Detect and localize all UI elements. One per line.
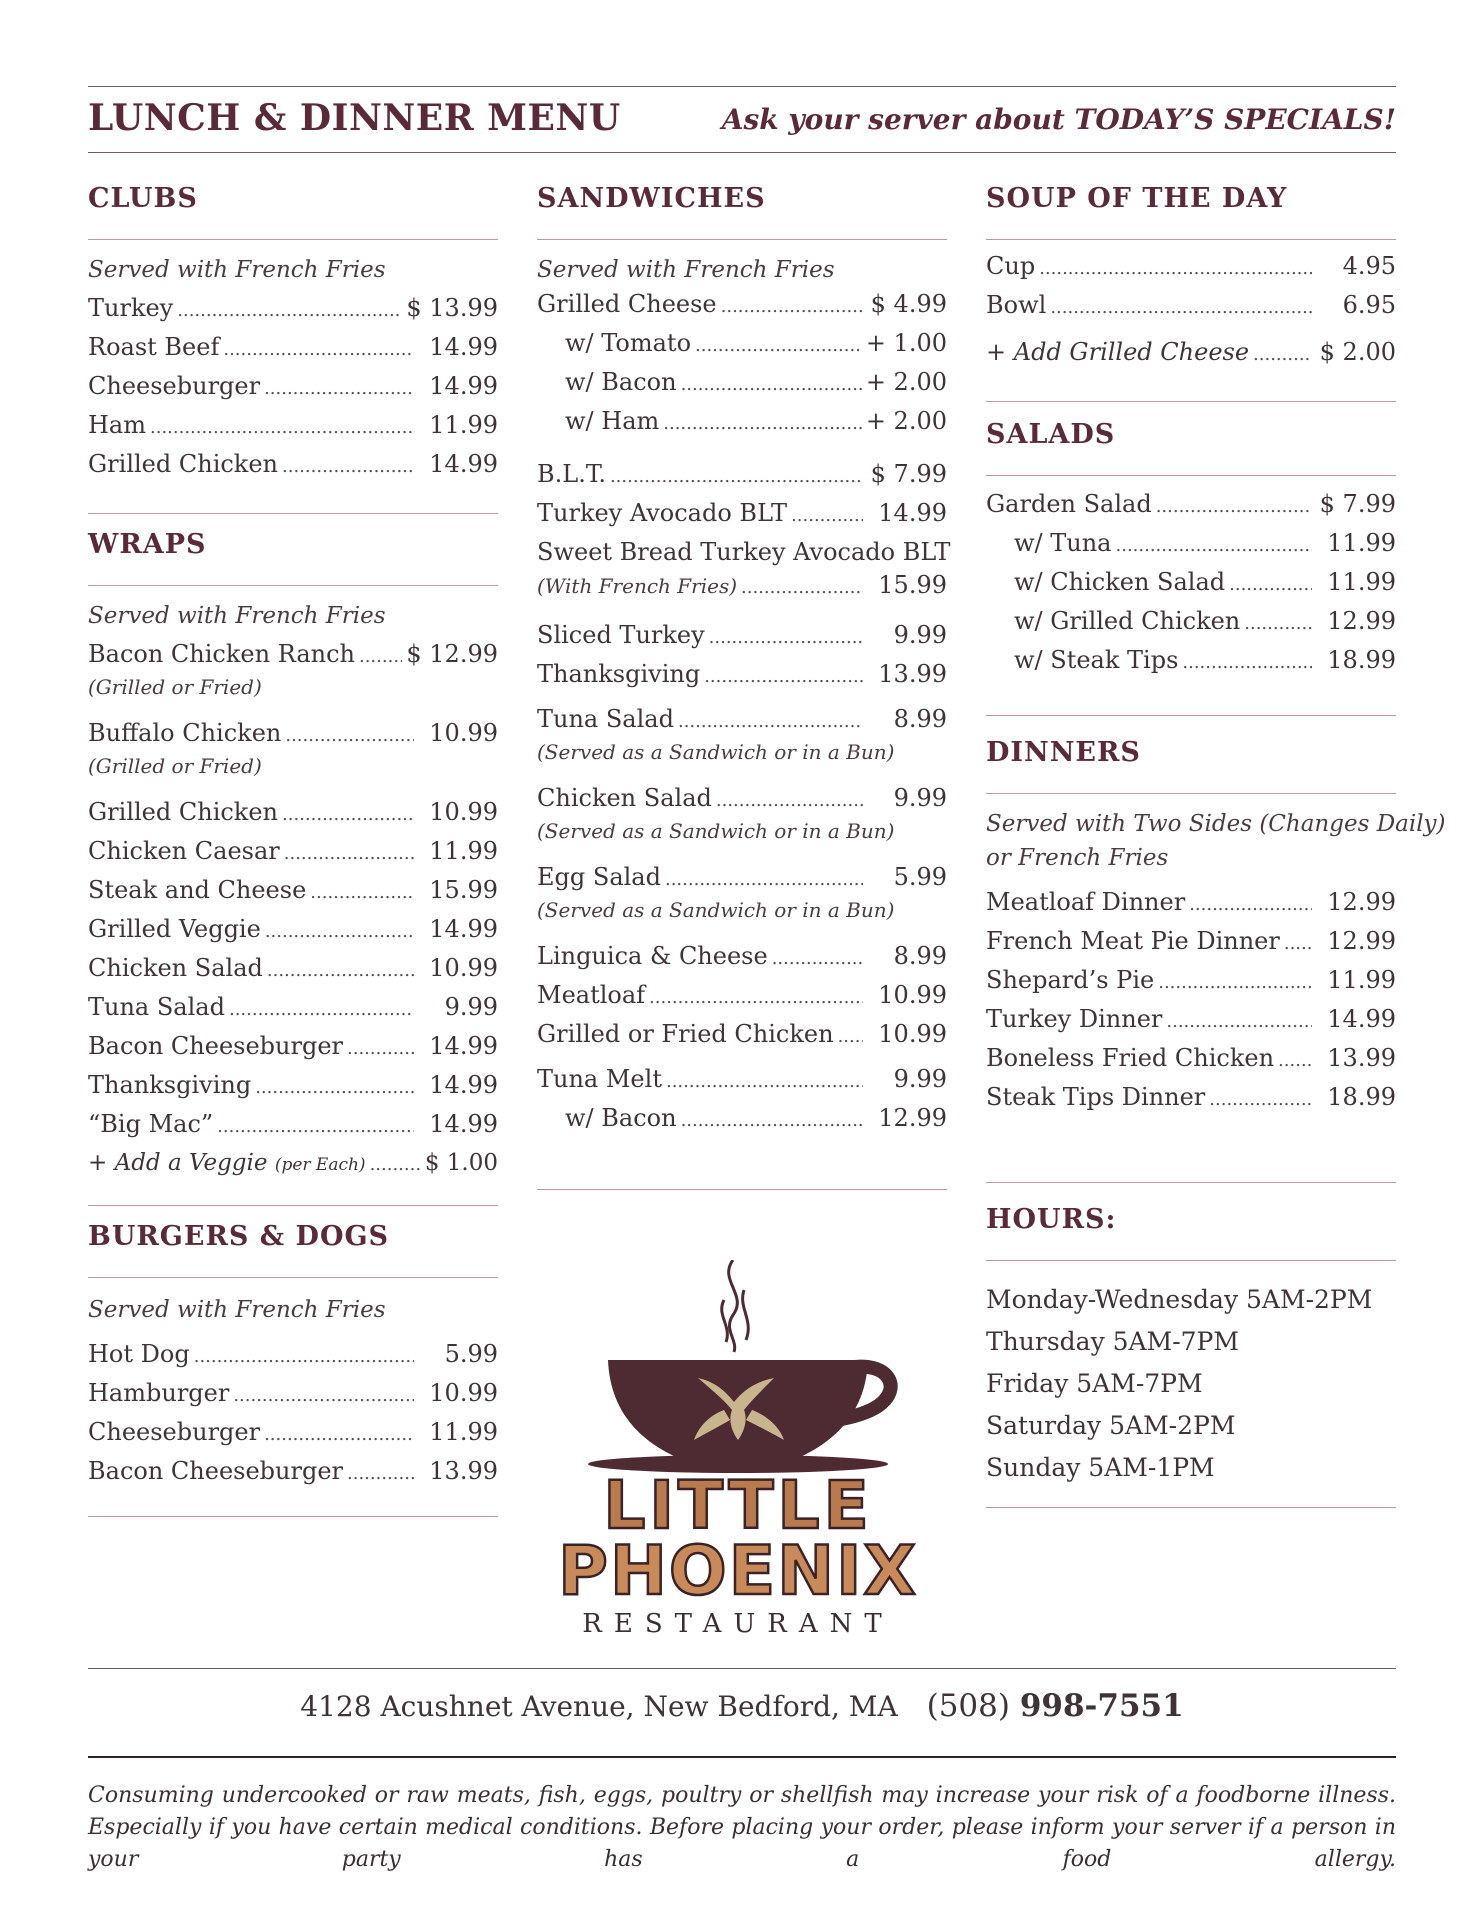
- item-name: w/ Steak Tips: [1014, 646, 1179, 674]
- leader-dots: [772, 941, 863, 977]
- leader-dots: [233, 1378, 414, 1414]
- item-price: 8.99: [893, 942, 947, 970]
- item-price: 10.99: [429, 719, 498, 747]
- leader-dots: [1278, 1043, 1312, 1079]
- item-name: Bacon Cheeseburger: [88, 1457, 343, 1485]
- clubs-list: [88, 290, 498, 485]
- logo-phoenix-text: PHOENIX: [558, 1532, 918, 1611]
- wraps-list: [88, 636, 498, 1145]
- leader-dots: [284, 836, 414, 872]
- item-name: “Big Mac”: [88, 1110, 214, 1138]
- item-price: 10.99: [429, 954, 498, 982]
- item-name: Grilled Cheese: [537, 290, 717, 318]
- item-price: 14.99: [429, 1032, 498, 1060]
- item-price: 15.99: [429, 876, 498, 904]
- leader-dots: [282, 449, 414, 485]
- phone-digits: 998-7551: [1019, 1688, 1184, 1724]
- item-name: Ham: [88, 411, 146, 439]
- phone-number[interactable]: [927, 1688, 1184, 1724]
- item-price: 14.99: [429, 450, 498, 478]
- soup-list: [986, 248, 1396, 326]
- spacer: [537, 924, 947, 938]
- grilled-cheese-group: [537, 286, 947, 442]
- menu-item: [88, 872, 498, 911]
- menu-item: [986, 923, 1396, 962]
- soup-addon-price: $ 2.00: [1319, 338, 1396, 366]
- menu-title: LUNCH & DINNER MENU: [88, 97, 621, 139]
- item-name: Hamburger: [88, 1379, 230, 1407]
- menu-item: [88, 407, 498, 446]
- leader-dots: [285, 718, 414, 754]
- leader-dots: [217, 1109, 414, 1145]
- item-price: + 1.00: [865, 329, 947, 357]
- leader-dots: [610, 459, 863, 495]
- item-price: 11.99: [1327, 529, 1396, 557]
- salads-list: [986, 486, 1396, 681]
- item-name: Linguica & Cheese: [537, 942, 768, 970]
- item-name: Egg Salad: [537, 863, 661, 891]
- menu-item: [537, 977, 947, 1016]
- dinners-subtitle-2: or French Fries: [986, 845, 1169, 871]
- addon-name: + Add a Veggie (per Each): [88, 1150, 366, 1176]
- leader-dots: [681, 367, 862, 403]
- leader-dots: [716, 783, 863, 819]
- sliced-group: [537, 617, 947, 695]
- menu-item: [537, 1061, 947, 1100]
- item-name: Boneless Fried Chicken: [986, 1044, 1275, 1072]
- item-price: $ 7.99: [870, 460, 947, 488]
- leader-dots: [1189, 887, 1312, 923]
- hours-rule: [986, 1260, 1396, 1261]
- soup-rule: [986, 239, 1396, 240]
- leader-dots: [194, 1339, 414, 1375]
- leader-dots: [666, 1064, 863, 1100]
- leader-dots: [663, 406, 862, 442]
- leader-dots: [1156, 489, 1312, 525]
- item-price: 18.99: [1327, 646, 1396, 674]
- menu-item: [986, 564, 1396, 603]
- item-name: B.L.T.: [537, 460, 606, 488]
- item-note: (With French Fries): [537, 574, 738, 598]
- sandwiches-rule: [537, 239, 947, 240]
- leader-dots: [695, 328, 862, 364]
- item-name: French Meat Pie Dinner: [986, 927, 1280, 955]
- dinners-list: [986, 884, 1396, 1118]
- burgers-bottom-rule: [88, 1516, 498, 1517]
- item-name: Tuna Salad: [537, 705, 674, 733]
- leader-dots: [1166, 1004, 1312, 1040]
- menu-item: [88, 636, 498, 675]
- leader-dots: [709, 620, 863, 656]
- leader-dots: [150, 410, 414, 446]
- dinners-subtitle: Served with Two Sides (Changes Daily): [986, 811, 1446, 837]
- item-name: w/ Ham: [565, 407, 660, 435]
- dinners-rule: [986, 793, 1396, 794]
- leader-dots: [704, 659, 863, 695]
- leader-dots: [347, 1456, 414, 1492]
- item-price: + 2.00: [865, 407, 947, 435]
- leader-dots: [649, 980, 863, 1016]
- menu-item: [88, 950, 498, 989]
- menu-item: [88, 1414, 498, 1453]
- menu-item: [537, 456, 947, 495]
- item-name: Cheeseburger: [88, 372, 261, 400]
- header-top-rule: [88, 86, 1396, 87]
- menu-item: [537, 325, 947, 364]
- clubs-rule: [88, 239, 498, 240]
- menu-item: [88, 911, 498, 950]
- item-name: Turkey Avocado BLT: [537, 499, 788, 527]
- item-name: w/ Bacon: [565, 1104, 677, 1132]
- item-name: Meatloaf Dinner: [986, 888, 1186, 916]
- item-name: Chicken Caesar: [88, 837, 280, 865]
- spacer: [88, 701, 498, 715]
- leader-dots: [1244, 606, 1312, 642]
- item-name: Buffalo Chicken: [88, 719, 282, 747]
- item-name: Hot Dog: [88, 1340, 190, 1368]
- menu-item: [88, 1106, 498, 1145]
- sweet-bread-item: [537, 534, 951, 603]
- column-left: [88, 182, 498, 1517]
- soup-title: SOUP OF THE DAY: [986, 183, 1288, 214]
- menu-item: [537, 286, 947, 325]
- leader-dots: [1050, 290, 1312, 326]
- spacer: [537, 845, 947, 859]
- menu-item: [88, 833, 498, 872]
- menu-item: [88, 1067, 498, 1106]
- leader-dots: [282, 797, 414, 833]
- logo-restaurant-text: RESTAURANT: [582, 1609, 894, 1639]
- menu-item: [537, 1100, 947, 1139]
- sandwiches-title: SANDWICHES: [537, 183, 766, 214]
- burgers-rule: [88, 1277, 498, 1278]
- item-price: 13.99: [878, 660, 947, 688]
- item-name: Thanksgiving: [88, 1071, 252, 1099]
- item-note: (Grilled or Fried): [88, 675, 262, 699]
- leader-dots: [255, 1070, 414, 1106]
- address-line: [0, 1686, 1484, 1727]
- specials-tagline: Ask your server about TODAY’S SPECIALS!: [721, 103, 1396, 136]
- clubs-subtitle: Served with French Fries: [88, 257, 386, 283]
- burgers-section: [88, 1220, 498, 1492]
- item-name: Turkey Dinner: [986, 1005, 1163, 1033]
- menu-item: [88, 715, 498, 754]
- item-price: $ 12.99: [406, 640, 498, 668]
- salad-sandwich-group: [537, 701, 947, 938]
- menu-item: [88, 290, 498, 329]
- wraps-top-rule: [88, 513, 498, 514]
- burgers-subtitle: Served with French Fries: [88, 1297, 386, 1323]
- item-name: w/ Grilled Chicken: [1014, 607, 1241, 635]
- sweet-bread-note-row: [537, 570, 947, 603]
- item-name: Meatloaf: [537, 981, 646, 1009]
- leader-dots: [1229, 567, 1312, 603]
- sandwiches-subtitle: Served with French Fries: [537, 257, 835, 283]
- wraps-addon-row: [88, 1145, 498, 1183]
- item-name: Grilled Chicken: [88, 798, 279, 826]
- item-price: 11.99: [429, 1418, 498, 1446]
- menu-item: [537, 534, 951, 570]
- item-note: (Served as a Sandwich or in a Bun): [537, 740, 895, 764]
- item-price: 14.99: [429, 1110, 498, 1138]
- item-name: Steak and Cheese: [88, 876, 307, 904]
- item-price: 11.99: [429, 837, 498, 865]
- dinners-title: DINNERS: [986, 737, 1141, 768]
- menu-item: [986, 603, 1396, 642]
- item-price: 8.99: [893, 705, 947, 733]
- menu-item: [537, 656, 947, 695]
- hours-top-rule: [986, 1182, 1396, 1183]
- item-price: 14.99: [429, 1071, 498, 1099]
- leader-dots: [359, 639, 402, 675]
- item-price: $ 7.99: [1319, 490, 1396, 518]
- header-bottom-rule: [88, 152, 1396, 153]
- leader-dots: [347, 1031, 414, 1067]
- street-address: 4128 Acushnet Avenue, New Bedford, MA: [300, 1690, 898, 1723]
- item-name: Thanksgiving: [537, 660, 701, 688]
- menu-item: [537, 859, 947, 898]
- leader-dots: [721, 289, 863, 325]
- menu-item: [986, 525, 1396, 564]
- leader-dots: [838, 1019, 863, 1055]
- hours-line: Monday-Wednesday 5AM-2PM: [986, 1285, 1373, 1314]
- menu-item: [986, 486, 1396, 525]
- item-price: 12.99: [878, 1104, 947, 1132]
- column-right: [986, 182, 1446, 1508]
- item-name: w/ Tuna: [1014, 529, 1112, 557]
- menu-item: [986, 1079, 1396, 1118]
- leader-dots: [1253, 337, 1312, 373]
- hours-line: Saturday 5AM-2PM: [986, 1411, 1236, 1440]
- item-price: 18.99: [1327, 1083, 1396, 1111]
- item-name: Cup: [986, 252, 1036, 280]
- item-price: 12.99: [1327, 927, 1396, 955]
- item-price: 9.99: [893, 1065, 947, 1093]
- item-name: Grilled Veggie: [88, 915, 261, 943]
- item-price: 12.99: [1327, 607, 1396, 635]
- menu-item: [537, 1016, 947, 1055]
- item-price: 14.99: [1327, 1005, 1396, 1033]
- item-price: 15.99: [878, 571, 947, 599]
- menu-item: [537, 701, 947, 740]
- menu-item: [88, 989, 498, 1028]
- item-name: Garden Salad: [986, 490, 1152, 518]
- leader-dots: [791, 498, 863, 534]
- spacer: [537, 766, 947, 780]
- burgers-list: [88, 1336, 498, 1492]
- item-price: 4.95: [1342, 252, 1396, 280]
- menu-item: [88, 1028, 498, 1067]
- menu-item: [537, 617, 947, 656]
- soup-addon-name: + Add Grilled Cheese: [986, 338, 1250, 366]
- item-name: w/ Tomato: [565, 329, 692, 357]
- menu-item: [537, 364, 947, 403]
- wraps-title: WRAPS: [88, 529, 207, 560]
- little-phoenix-logo: [548, 1260, 928, 1640]
- item-name: Turkey: [88, 294, 174, 322]
- leader-dots: [681, 1103, 863, 1139]
- hours-bottom-rule: [986, 1507, 1396, 1508]
- item-price: $ 13.99: [406, 294, 498, 322]
- leader-dots: [1182, 645, 1312, 681]
- logo-little-text: LITTLE: [603, 1467, 873, 1544]
- item-price: 10.99: [429, 1379, 498, 1407]
- item-name: Steak Tips Dinner: [986, 1083, 1206, 1111]
- item-price: 5.99: [893, 863, 947, 891]
- item-name: Bacon Cheeseburger: [88, 1032, 343, 1060]
- blt-group: [537, 456, 947, 534]
- item-price: 11.99: [429, 411, 498, 439]
- item-price: 13.99: [1327, 1044, 1396, 1072]
- item-price: 12.99: [1327, 888, 1396, 916]
- item-price: 14.99: [429, 372, 498, 400]
- leader-dots: [1039, 251, 1312, 287]
- item-name: Chicken Salad: [88, 954, 263, 982]
- menu-item: [88, 368, 498, 407]
- melt-group: [537, 1061, 947, 1139]
- leader-dots: [229, 992, 414, 1028]
- item-name: Chicken Salad: [537, 784, 712, 812]
- item-name: Cheeseburger: [88, 1418, 261, 1446]
- menu-item: [986, 287, 1396, 326]
- leader-dots: [177, 293, 402, 329]
- item-price: 11.99: [1327, 568, 1396, 596]
- burgers-title: BURGERS & DOGS: [88, 1221, 390, 1252]
- item-note: (Grilled or Fried): [88, 754, 262, 778]
- item-price: 14.99: [429, 333, 498, 361]
- item-price: 14.99: [429, 915, 498, 943]
- clubs-section: [88, 182, 498, 485]
- footer-bottom-rule: [88, 1756, 1396, 1758]
- menu-item: [986, 1040, 1396, 1079]
- menu-item: [986, 884, 1396, 923]
- menu-item: [88, 446, 498, 485]
- hours-line: Friday 5AM-7PM: [986, 1369, 1203, 1398]
- misc-sandwich-group: [537, 938, 947, 1055]
- menu-item: [986, 1001, 1396, 1040]
- menu-item: [537, 938, 947, 977]
- steam-icon: [722, 1260, 749, 1352]
- item-name: Grilled or Fried Chicken: [537, 1020, 834, 1048]
- menu-item: [88, 1336, 498, 1375]
- clubs-title: CLUBS: [88, 183, 198, 214]
- item-price: 13.99: [429, 1457, 498, 1485]
- sandwiches-bottom-rule: [537, 1189, 947, 1190]
- item-price: 6.95: [1342, 291, 1396, 319]
- item-name: w/ Chicken Salad: [1014, 568, 1226, 596]
- item-name: Bowl: [986, 291, 1047, 319]
- addon-per: (per Each): [274, 1155, 366, 1175]
- item-name: Tuna Melt: [537, 1065, 662, 1093]
- hours-line: Thursday 5AM-7PM: [986, 1327, 1239, 1356]
- menu-item: [986, 248, 1396, 287]
- item-name: Shepard’s Pie: [986, 966, 1155, 994]
- menu-item: [88, 329, 498, 368]
- item-name: Sliced Turkey: [537, 621, 705, 649]
- menu-item: [537, 495, 947, 534]
- menu-item: [88, 1453, 498, 1492]
- leader-dots: [267, 953, 414, 989]
- menu-item: [986, 962, 1396, 1001]
- item-name: w/ Bacon: [565, 368, 677, 396]
- salads-title: SALADS: [986, 419, 1116, 450]
- item-price: 5.99: [444, 1340, 498, 1368]
- leader-dots: [264, 1417, 414, 1453]
- hours-list: [986, 1279, 1396, 1489]
- leader-dots: [741, 573, 863, 603]
- leader-dots: [1284, 926, 1312, 962]
- leader-dots: [264, 371, 414, 407]
- leader-dots: [1116, 528, 1313, 564]
- item-name: Tuna Salad: [88, 993, 225, 1021]
- leader-dots: [310, 875, 414, 911]
- item-price: 9.99: [444, 993, 498, 1021]
- menu-item: [537, 403, 947, 442]
- item-price: 14.99: [878, 499, 947, 527]
- item-price: 9.99: [893, 784, 947, 812]
- item-note: (Served as a Sandwich or in a Bun): [537, 819, 895, 843]
- wraps-subtitle: Served with French Fries: [88, 603, 386, 629]
- menu-item: [88, 1375, 498, 1414]
- leader-dots: [665, 862, 863, 898]
- item-name: Grilled Chicken: [88, 450, 279, 478]
- wraps-rule: [88, 585, 498, 586]
- menu-item: [986, 642, 1396, 681]
- leader-dots: [1209, 1082, 1312, 1118]
- menu-item: [537, 780, 947, 819]
- item-price: 9.99: [893, 621, 947, 649]
- item-price: 10.99: [429, 798, 498, 826]
- hours-title: HOURS:: [986, 1204, 1117, 1235]
- item-price: + 2.00: [865, 368, 947, 396]
- leader-dots: [370, 1147, 421, 1183]
- footer-top-rule: [88, 1668, 1396, 1669]
- leader-dots: [265, 914, 414, 950]
- salads-top-rule: [986, 401, 1396, 402]
- burgers-top-rule: [88, 1205, 498, 1206]
- item-price: 11.99: [1327, 966, 1396, 994]
- phone-area-code: (508): [926, 1688, 1010, 1724]
- leader-dots: [1158, 965, 1312, 1001]
- soup-addon-row: [986, 334, 1396, 373]
- item-price: $ 4.99: [870, 290, 947, 318]
- spacer: [88, 780, 498, 794]
- leader-dots: [678, 704, 863, 740]
- hours-line: Sunday 5AM-1PM: [986, 1453, 1215, 1482]
- item-price: 10.99: [878, 981, 947, 1009]
- item-name: Bacon Chicken Ranch: [88, 640, 355, 668]
- food-allergy-disclaimer: Consuming undercooked or raw meats, fish, eggs, poultry or shellfish may increase your risk of a foodborne illness. Especially if you have certain medical conditions. Before placing your order, please inform your server if a person in your party has a food allergy.: [88, 1783, 1396, 1872]
- item-price: 10.99: [878, 1020, 947, 1048]
- salads-rule: [986, 475, 1396, 476]
- item-name: Roast Beef: [88, 333, 220, 361]
- column-middle: [537, 182, 951, 1190]
- addon-price: $ 1.00: [424, 1150, 498, 1176]
- dinners-top-rule: [986, 715, 1396, 716]
- item-name: Sweet Bread Turkey Avocado BLT: [537, 538, 951, 566]
- wraps-section: [88, 528, 498, 1183]
- item-note: (Served as a Sandwich or in a Bun): [537, 898, 895, 922]
- leader-dots: [223, 332, 414, 368]
- menu-item: [88, 794, 498, 833]
